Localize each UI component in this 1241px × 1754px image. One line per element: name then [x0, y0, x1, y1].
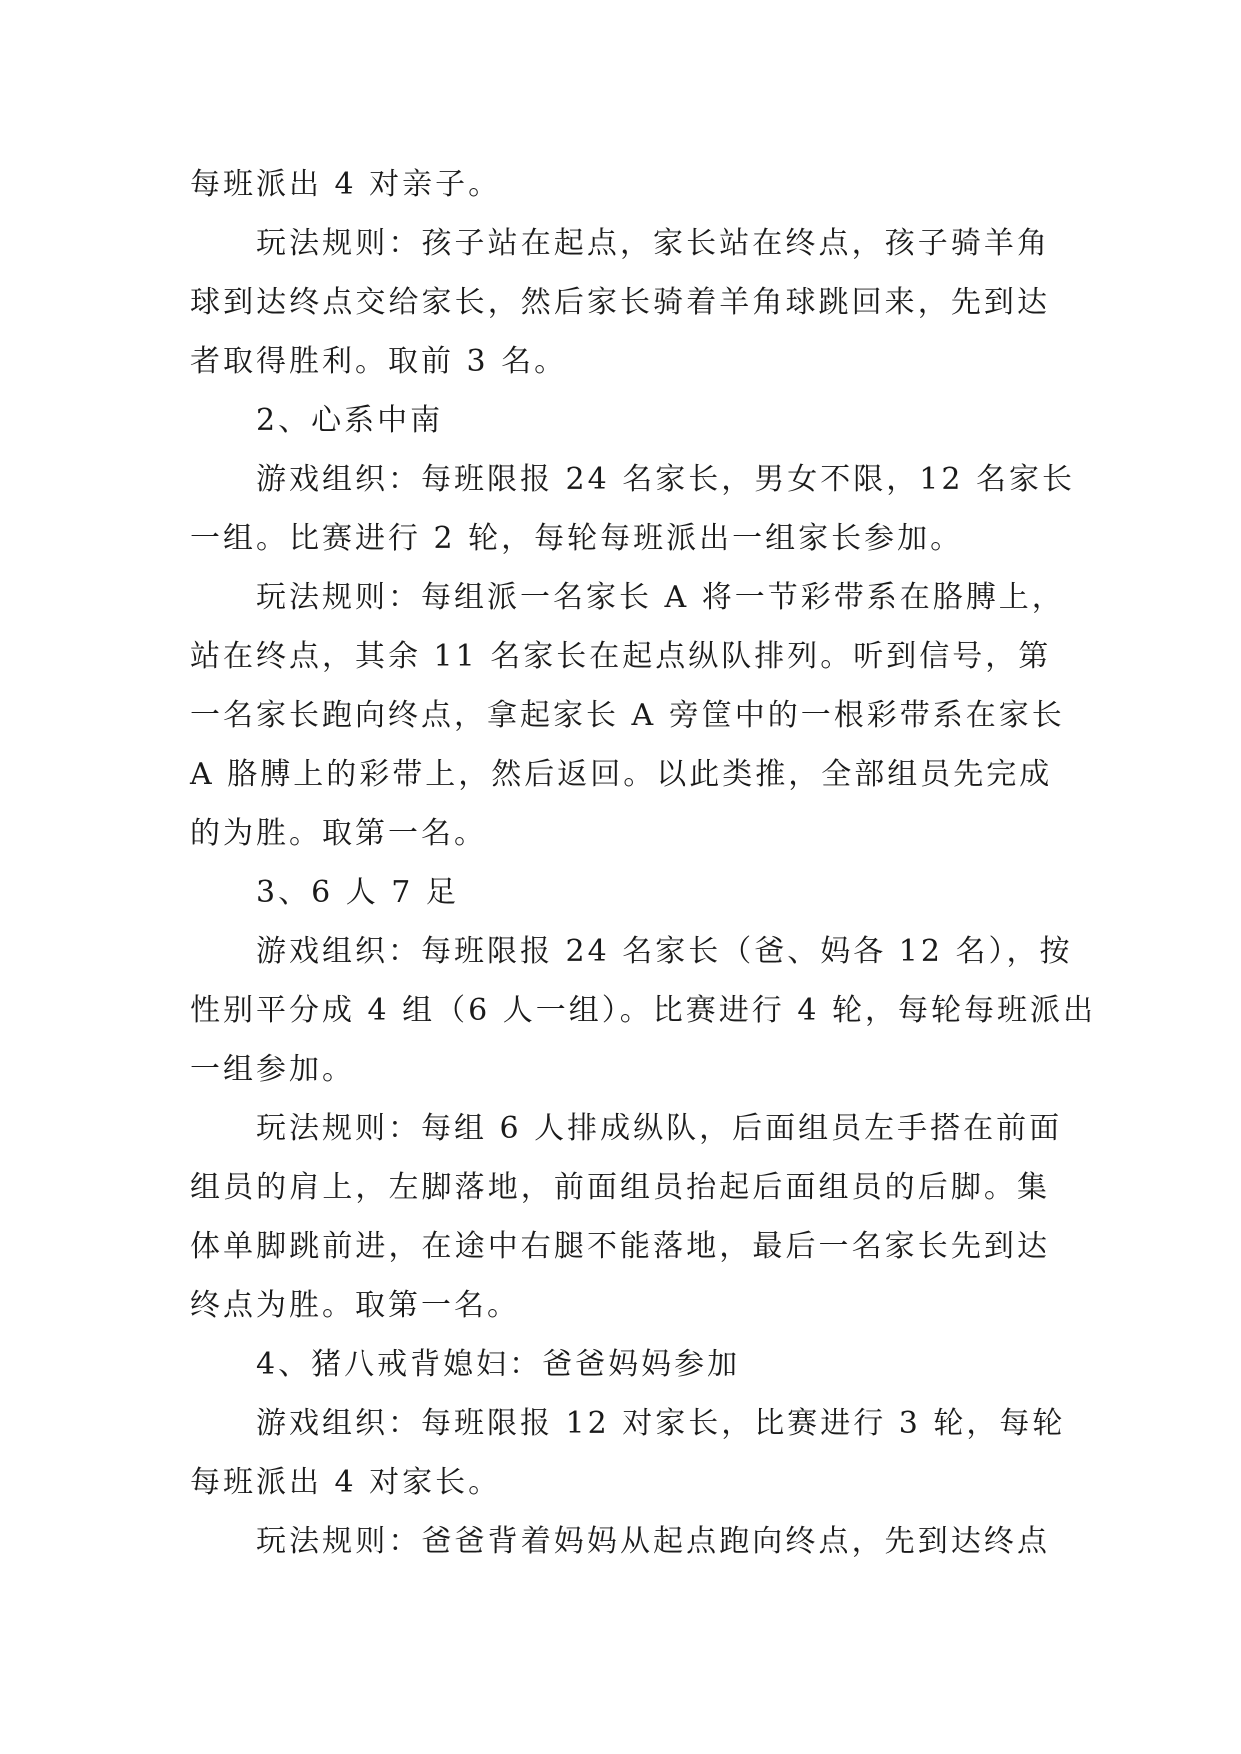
- text-line: A 胳膊上的彩带上，然后返回。以此类推，全部组员先完成: [190, 757, 1053, 792]
- paragraph-gameplay-rules-2: 玩法规则：每组派一名家长 A 将一节彩带系在胳膊上，: [256, 580, 1065, 615]
- section-heading-2: 2、心系中南: [256, 403, 444, 438]
- section-heading-4: 4、猪八戒背媳妇：爸爸妈妈参加: [256, 1347, 741, 1382]
- text-line: 终点为胜。取第一名。: [190, 1288, 520, 1323]
- text-line: 的为胜。取第一名。: [190, 816, 487, 851]
- text-line: 每班派出 4 对亲子。: [190, 167, 502, 202]
- paragraph-game-organization-2: 游戏组织：每班限报 24 名家长，男女不限，12 名家长: [256, 462, 1075, 497]
- paragraph-game-organization-4: 游戏组织：每班限报 12 对家长，比赛进行 3 轮，每轮: [256, 1406, 1066, 1441]
- text-line: 一名家长跑向终点，拿起家长 A 旁筐中的一根彩带系在家长: [190, 698, 1065, 733]
- section-heading-3: 3、6 人 7 足: [256, 875, 459, 910]
- text-line: 组员的肩上，左脚落地，前面组员抬起后面组员的后脚。集: [190, 1170, 1050, 1205]
- text-line: 一组参加。: [190, 1052, 355, 1087]
- text-line: 性别平分成 4 组（6 人一组）。比赛进行 4 轮，每轮每班派出: [190, 993, 1096, 1028]
- text-line: 一组。比赛进行 2 轮，每轮每班派出一组家长参加。: [190, 521, 964, 556]
- paragraph-game-organization-3: 游戏组织：每班限报 24 名家长（爸、妈各 12 名），按: [256, 934, 1073, 969]
- text-line: 每班派出 4 对家长。: [190, 1465, 502, 1500]
- text-line: 体单脚跳前进，在途中右腿不能落地，最后一名家长先到达: [190, 1229, 1050, 1264]
- text-line: 站在终点，其余 11 名家长在起点纵队排列。听到信号，第: [190, 639, 1052, 674]
- paragraph-gameplay-rules-3: 玩法规则：每组 6 人排成纵队，后面组员左手搭在前面: [256, 1111, 1063, 1146]
- text-line: 者取得胜利。取前 3 名。: [190, 344, 568, 379]
- text-line: 球到达终点交给家长，然后家长骑着羊角球跳回来，先到达: [190, 285, 1050, 320]
- paragraph-gameplay-rules-4: 玩法规则：爸爸背着妈妈从起点跑向终点，先到达终点: [256, 1524, 1050, 1559]
- paragraph-gameplay-rules-1: 玩法规则：孩子站在起点，家长站在终点，孩子骑羊角: [256, 226, 1050, 261]
- document-body: [190, 155, 1096, 1571]
